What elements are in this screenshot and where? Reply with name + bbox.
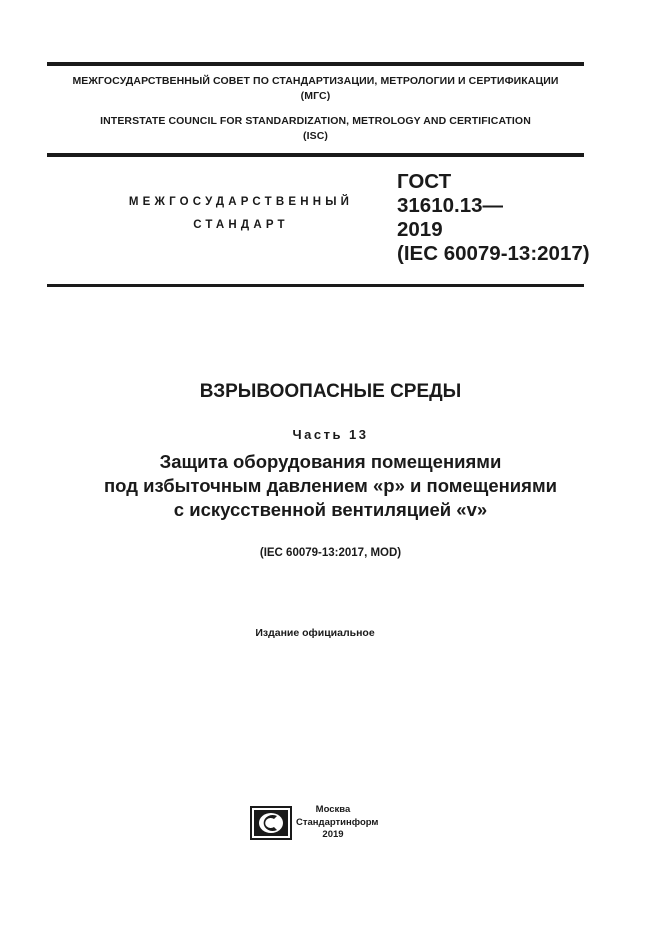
standartinform-logo-icon — [250, 806, 292, 840]
gost-label: ГОСТ — [397, 170, 452, 193]
designation-rule — [47, 284, 584, 287]
gost-number: 31610.13— — [397, 194, 504, 217]
header-rule — [47, 153, 584, 157]
gost-year: 2019 — [397, 218, 443, 241]
document-title: ВЗРЫВООПАСНЫЕ СРЕДЫ — [199, 381, 462, 402]
part-number: Часть 13 — [292, 427, 369, 442]
publication-year: 2019 — [322, 829, 344, 840]
council-name-en: INTERSTATE COUNCIL FOR STANDARDIZATION, METROLOGY AND CERTIFICATION (ISC) — [100, 115, 531, 142]
publisher-info — [296, 804, 379, 842]
council-name-ru: МЕЖГОСУДАРСТВЕННЫЙ СОВЕТ ПО СТАНДАРТИЗАЦИИ, МЕТРОЛОГИИ И СЕРТИФИКАЦИИ (МГС) — [72, 75, 559, 102]
publisher-name: Стандартинформ — [296, 816, 379, 828]
subtitle-line: Защита оборудования помещениями — [159, 451, 502, 472]
standard-kind: МЕЖГОСУДАРСТВЕННЫЙ СТАНДАРТ — [128, 196, 354, 231]
publisher-city: Москва — [315, 804, 351, 815]
subtitle-line: с искусственной вентиляцией «v» — [173, 499, 488, 520]
iec-reference: (IEC 60079-13:2017, MOD) — [259, 547, 402, 559]
iec-code: (IEC 60079-13:2017) — [397, 242, 590, 265]
gost-designation — [397, 170, 597, 266]
top-rule — [47, 62, 584, 66]
subtitle-line: под избыточным давлением «р» и помещениями — [103, 475, 558, 496]
document-subtitle — [30, 450, 631, 522]
edition-note: Издание официальное — [255, 627, 375, 639]
